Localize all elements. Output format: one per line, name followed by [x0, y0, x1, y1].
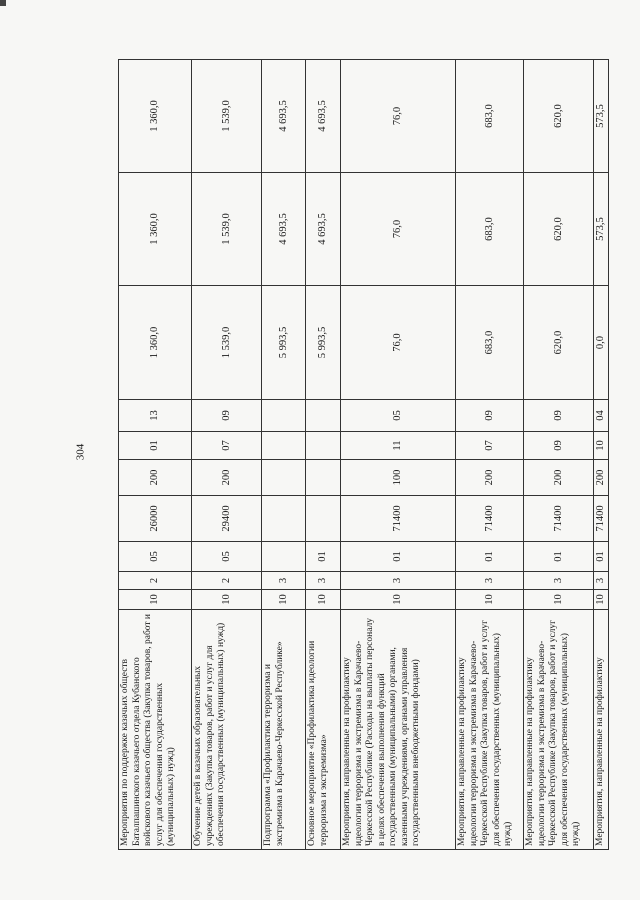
row-name: Подпрограмма «Профилактика терроризма и экстремизма в Карачаево-Черкесской Республике»	[262, 610, 306, 850]
table-row	[594, 60, 609, 850]
row-name: Мероприятия, направленные на профилактику	[594, 610, 609, 850]
page-number: 304	[74, 443, 87, 461]
row-name: Мероприятия по поддержке казачьих обществ Баталпашинского казачьего отдела Кубанского войскового казачьего общества (Закупка товаров, работ и услуг для обеспечения государственных (муниципальных) нужд)	[119, 610, 192, 850]
amount-cell: 76,0	[341, 173, 456, 286]
code-cell: 200	[524, 460, 594, 496]
amount-cell: 1 360,0	[119, 173, 192, 286]
code-cell: 71400	[341, 496, 456, 542]
code-cell: 71400	[594, 496, 609, 542]
code-cell	[306, 400, 341, 432]
row-name: Основное мероприятие «Профилактика идеологии терроризма и экстремизма»	[306, 610, 341, 850]
rotated-table-container	[118, 60, 608, 850]
table-row	[192, 60, 262, 850]
code-cell: 09	[456, 400, 524, 432]
code-cell: 11	[341, 432, 456, 460]
code-cell: 71400	[524, 496, 594, 542]
code-cell: 200	[594, 460, 609, 496]
code-cell: 10	[306, 590, 341, 610]
code-cell: 05	[119, 542, 192, 572]
code-cell: 10	[456, 590, 524, 610]
amount-cell: 573,5	[594, 60, 609, 173]
amount-cell: 1 360,0	[119, 60, 192, 173]
code-cell: 01	[456, 542, 524, 572]
code-cell	[306, 496, 341, 542]
row-name: Мероприятия, направленные на профилактику идеологии терроризма и экстремизма в Карачаево-Черкесской Республике (Закупка товаров, работ и услуг для обеспечения государственных (муниципальных) нужд)	[456, 610, 524, 850]
code-cell: 01	[119, 432, 192, 460]
code-cell	[262, 400, 306, 432]
amount-cell: 4 693,5	[262, 173, 306, 286]
amount-cell: 620,0	[524, 286, 594, 400]
code-cell: 01	[594, 542, 609, 572]
code-cell: 10	[524, 590, 594, 610]
row-name: Обучение детей в казачьих образовательных учреждениях (Закупка товаров, работ и услуг для обеспечения государственных (муниципальных) нужд)	[192, 610, 262, 850]
code-cell: 10	[594, 432, 609, 460]
amount-cell: 683,0	[456, 60, 524, 173]
code-cell: 05	[192, 542, 262, 572]
code-cell	[306, 432, 341, 460]
code-cell: 04	[594, 400, 609, 432]
code-cell: 10	[119, 590, 192, 610]
code-cell: 29400	[192, 496, 262, 542]
amount-cell: 4 693,5	[306, 60, 341, 173]
amount-cell: 5 993,5	[306, 286, 341, 400]
amount-cell: 683,0	[456, 173, 524, 286]
code-cell: 10	[262, 590, 306, 610]
amount-cell: 683,0	[456, 286, 524, 400]
table-row	[341, 60, 456, 850]
budget-table	[118, 59, 609, 850]
table-row	[119, 60, 192, 850]
code-cell: 3	[262, 572, 306, 590]
code-cell: 01	[524, 542, 594, 572]
amount-cell: 620,0	[524, 60, 594, 173]
amount-cell: 4 693,5	[306, 173, 341, 286]
row-name: Мероприятия, направленные на профилактику идеологии терроризма и экстремизма в Карачаево-Черкесской Республике (Закупка товаров, работ и услуг для обеспечения государственных (муниципальных) нужд)	[524, 610, 594, 850]
code-cell: 10	[192, 590, 262, 610]
code-cell: 07	[192, 432, 262, 460]
amount-cell: 1 539,0	[192, 60, 262, 173]
code-cell: 200	[456, 460, 524, 496]
amount-cell: 1 539,0	[192, 173, 262, 286]
code-cell	[262, 460, 306, 496]
code-cell: 3	[524, 572, 594, 590]
code-cell: 71400	[456, 496, 524, 542]
amount-cell: 1 539,0	[192, 286, 262, 400]
amount-cell: 5 993,5	[262, 286, 306, 400]
code-cell: 01	[341, 542, 456, 572]
code-cell: 10	[594, 590, 609, 610]
scan-corner-mark	[0, 0, 6, 6]
amount-cell: 4 693,5	[262, 60, 306, 173]
code-cell: 3	[341, 572, 456, 590]
code-cell	[262, 542, 306, 572]
row-name: Мероприятия, направленные на профилактику идеологии терроризма и экстремизма в Карачаево-Черкесской Республике (Расходы на выплаты персоналу в целях обеспечения выполнения функций государственными (муниципальными) органами, казенными учреждениями, органами управления государственными внебюджетными фондами)	[341, 610, 456, 850]
code-cell: 3	[306, 572, 341, 590]
code-cell: 07	[456, 432, 524, 460]
table-row	[524, 60, 594, 850]
code-cell: 09	[192, 400, 262, 432]
code-cell	[262, 432, 306, 460]
code-cell: 3	[594, 572, 609, 590]
code-cell: 200	[119, 460, 192, 496]
amount-cell: 76,0	[341, 60, 456, 173]
code-cell: 10	[341, 590, 456, 610]
amount-cell: 0,0	[594, 286, 609, 400]
code-cell: 05	[341, 400, 456, 432]
table-row	[262, 60, 306, 850]
table-row	[306, 60, 341, 850]
amount-cell: 573,5	[594, 173, 609, 286]
amount-cell: 620,0	[524, 173, 594, 286]
table-row	[456, 60, 524, 850]
code-cell	[306, 460, 341, 496]
code-cell: 2	[119, 572, 192, 590]
code-cell: 09	[524, 400, 594, 432]
code-cell: 13	[119, 400, 192, 432]
code-cell: 100	[341, 460, 456, 496]
code-cell	[262, 496, 306, 542]
code-cell: 2	[192, 572, 262, 590]
code-cell: 26000	[119, 496, 192, 542]
code-cell: 200	[192, 460, 262, 496]
amount-cell: 1 360,0	[119, 286, 192, 400]
code-cell: 01	[306, 542, 341, 572]
amount-cell: 76,0	[341, 286, 456, 400]
code-cell: 3	[456, 572, 524, 590]
code-cell: 09	[524, 432, 594, 460]
